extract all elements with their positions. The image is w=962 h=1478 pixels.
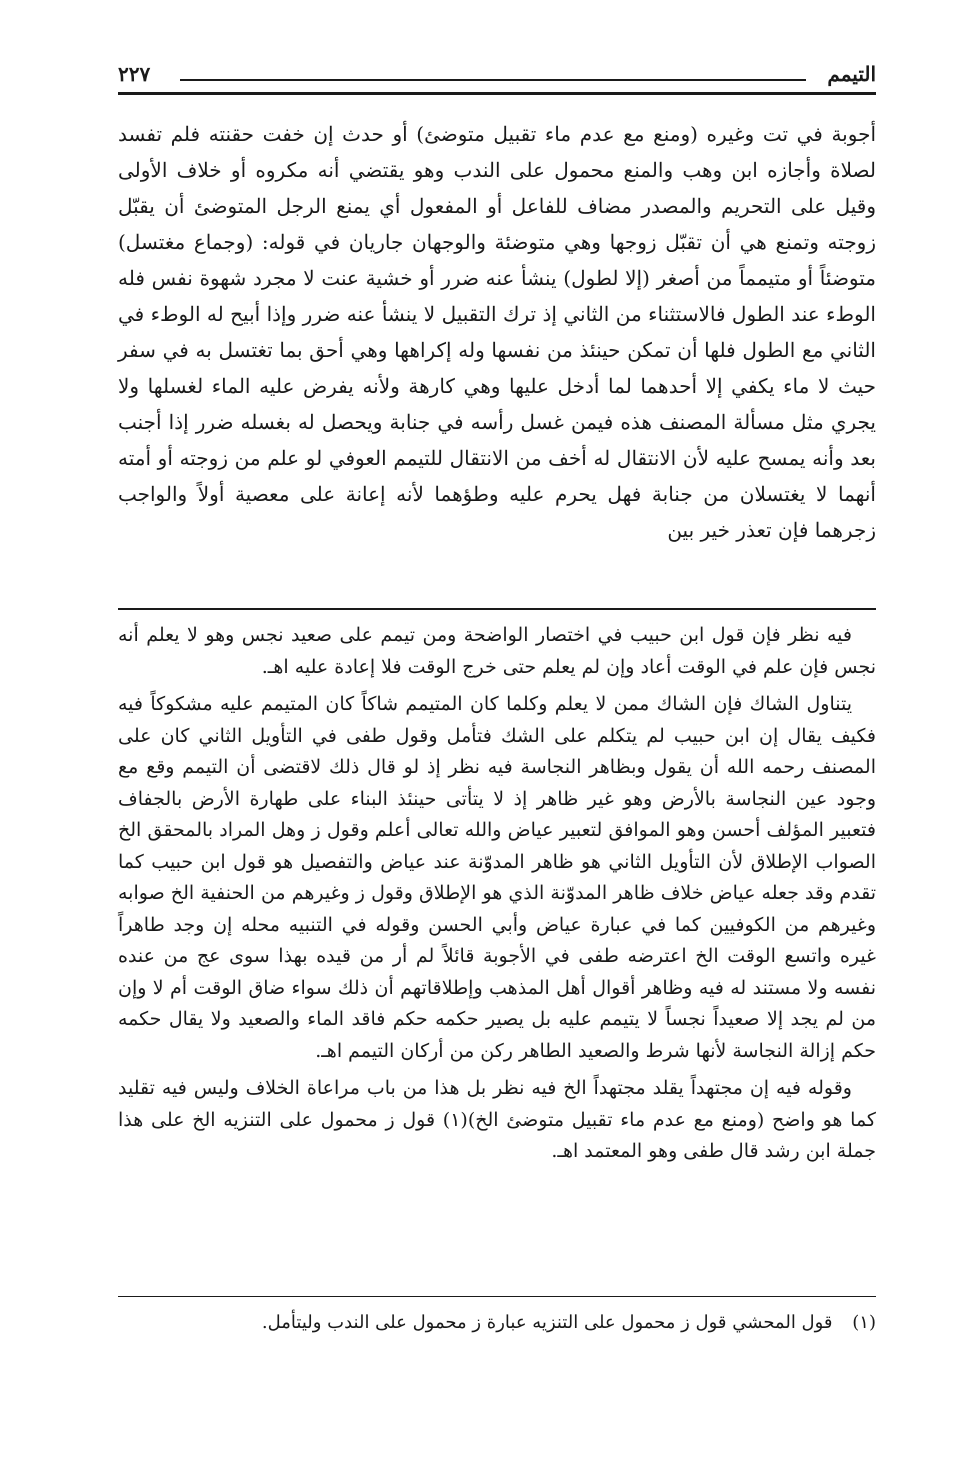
- commentary-paragraph-1: فيه نظر فإن قول ابن حبيب في اختصار الواضحة ومن تيمم على صعيد نجس وهو لا يعلم أنه نجس فإن علم في الوقت أعاد وإن لم يعلم حتى خرج الوقت فلا إعادة عليه اهـ.: [118, 624, 876, 678]
- page-number: ٢٢٧: [118, 62, 151, 86]
- header-rule: [180, 79, 806, 81]
- footnote-separator: [118, 1296, 876, 1297]
- commentary-paragraph-2: يتناول الشاك فإن الشاك ممن لا يعلم وكلما كان المتيمم شاكاً كان المتيمم عليه مشكوكاً فيه فكيف يقال إن ابن حبيب لم يتكلم على الشك فتأمل وقول طفى في التأويل الثاني كان على المصنف رحمه الله أن يقول وبظاهر النجاسة فيه نظر إذ لو قال ذلك لاقتضى أن التيمم وقع مع وجود عين النجاسة بالأرض وهو غير ظاهر إذ لا يتأتى حينئذ البناء على طهارة الأرض بالجفاف فتعبير المؤلف أحسن وهو الموافق لتعبير عياض والله تعالى أعلم وقول ز وهل المراد بالمحقق الخ الصواب الإطلاق لأن التأويل الثاني هو ظاهر المدوّنة عند عياض والتفصيل هو قول ابن حبيب كما تقدم وقد جعله عياض خلاف ظاهر المدوّنة الذي هو الإطلاق وقول ز وغيرهم من الحنفية الخ صوابه وغيرهم من الكوفيين كما في عبارة عياض وأبي الحسن وقوله في التنبيه محله إن وجد طاهراً غيره واتسع الوقت الخ اعترضه طفى في الأجوبة قائلاً لم أر من قيده بهذا سوى عج من عنده نفسه ولا مستند له فيه وظاهر أقوال أهل المذهب وإطلاقاتهم أن ذلك سواء ضاق الوقت أم لا وإن من لم يجد إلا صعيداً نجساً لا يتيمم عليه بل يصير حكمه حكم فاقد الماء والصعيد ولا يقال حكمه حكم إزالة النجاسة لأنها شرط والصعيد الطاهر ركن من أركان التيمم اهـ.: [118, 693, 876, 1062]
- header-underline: [118, 92, 876, 95]
- chapter-title: التيمم: [827, 62, 876, 86]
- footnote-text: قول المحشي قول ز محمول على التنزيه عبارة ز محمول على الندب وليتأمل.: [261, 1312, 833, 1333]
- commentary-block: [118, 620, 876, 1174]
- commentary-separator: [118, 608, 876, 610]
- footnote-number: (١): [852, 1312, 876, 1333]
- commentary-paragraph-3: وقوله فيه إن مجتهداً يقلد مجتهداً الخ فيه نظر بل هذا من باب مراعاة الخلاف وليس فيه تقليد كما هو واضح (ومنع مع عدم ماء تقبيل متوضئ الخ)(١) قول ز محمول على التنزيه الخ على هذا جملة ابن رشد قال طفى وهو المعتمد اهـ.: [118, 1077, 876, 1162]
- running-header: [118, 62, 876, 96]
- main-text-block: [118, 116, 876, 548]
- main-paragraph: أجوبة في تت وغيره (ومنع مع عدم ماء تقبيل متوضئ) أو حدث إن خفت حقنته فلم تفسد لصلاة وأجازه ابن وهب والمنع محمول على الندب وهو يقتضي أنه مكروه أو خلاف الأولى وقيل على التحريم والمصدر مضاف للفاعل أو المفعول أي يمنع الرجل المتوضئ أن يقبّل زوجته وتمنع هي أن تقبّل زوجها وهي متوضئة والوجهان جاريان في قوله: (وجماع مغتسل) متوضئاً أو متيمماً من أصغر (إلا لطول) ينشأ عنه ضرر أو خشية عنت لا مجرد شهوة نفس فله الوطء عند الطول فالاستثناء من الثاني إذ ترك التقبيل لا ينشأ عنه ضرر وإذا أبيح له الوطء في الثاني مع الطول فلها أن تمكن حينئذ من نفسها وله إكراهها وهي أحق بما تغتسل به في سفر حيث لا ماء يكفي إلا أحدهما لما أدخل عليها وهي كارهة ولأنه يفرض عليه الماء لغسلها ولا يجري مثل مسألة المصنف هذه فيمن غسل رأسه في جنابة ويحصل له بغسله ضرر إذا أجنب بعد وأنه يمسح عليه لأن الانتقال له أخف من الانتقال للتيمم العوفي لو علم من زوجته أو أمته أنهما لا يغتسلان من جنابة فهل يحرم عليه وطؤهما لأنه إعانة على معصية أولاً والواجب زجرهما فإن تعذر خير بين: [118, 122, 876, 542]
- footnote: [118, 1308, 876, 1338]
